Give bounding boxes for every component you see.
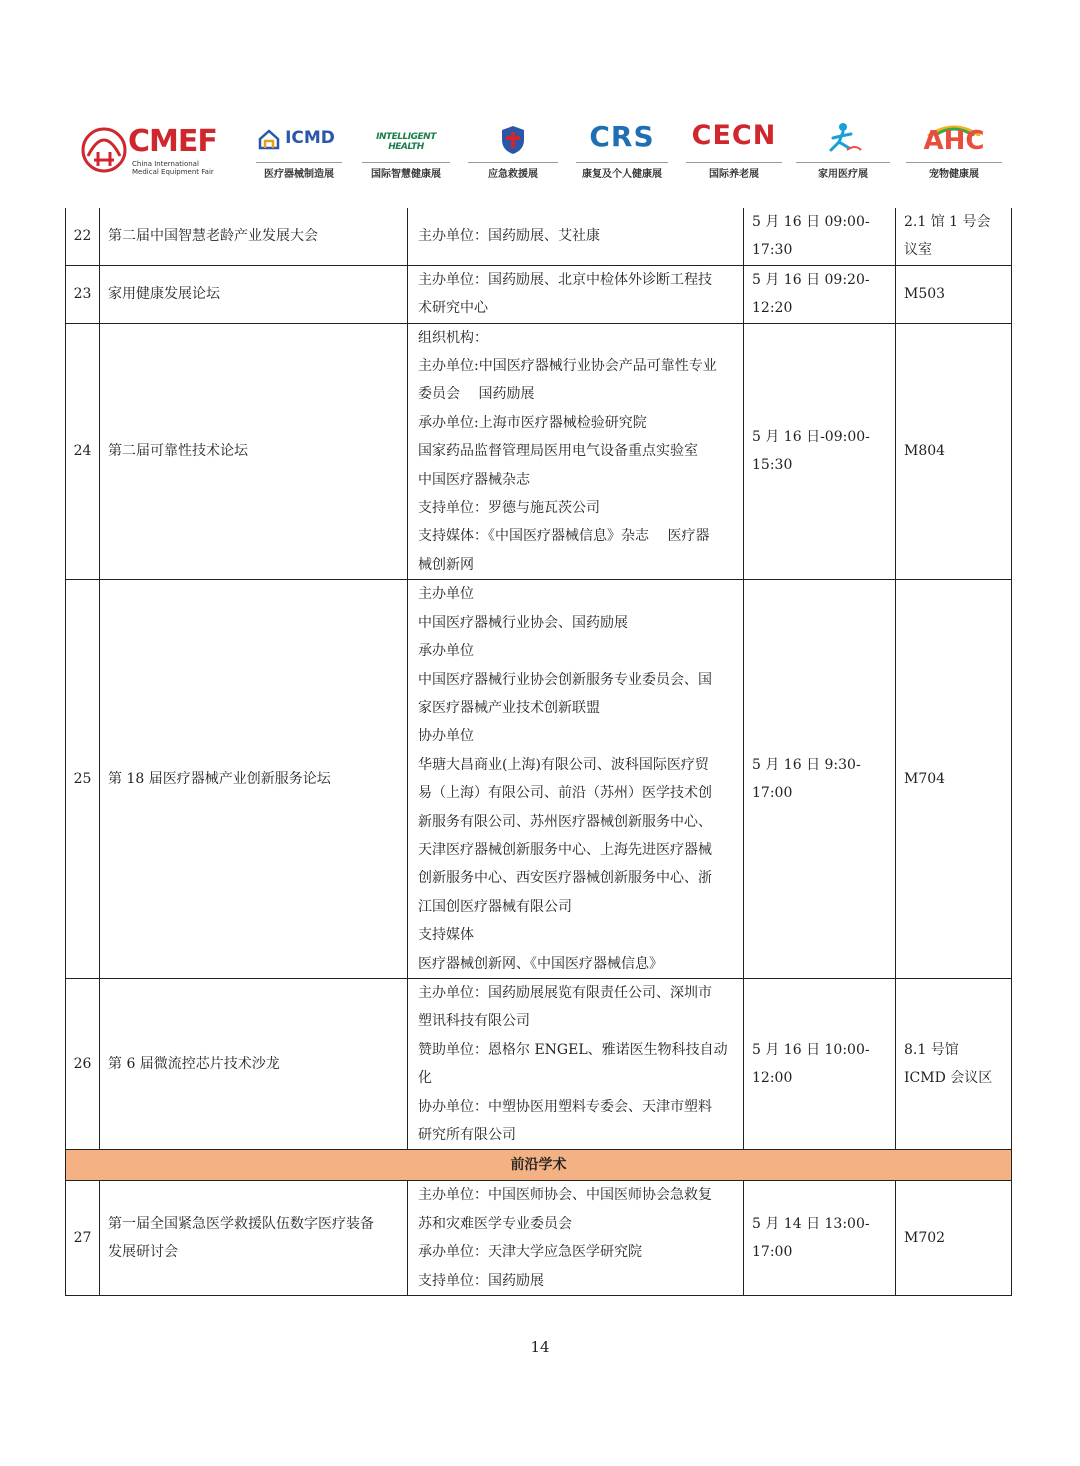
time: 5 月 16 日 09:00- 17:30	[744, 208, 896, 265]
page-number: 14	[530, 1338, 550, 1356]
venue: M804	[896, 323, 1012, 580]
intelligent-health-logo	[362, 120, 450, 180]
cmef-emblem-icon	[80, 126, 128, 176]
row-number: 23	[66, 265, 100, 323]
cecn-label: 国际养老展	[686, 162, 782, 180]
ahc-wordmark: AHC	[923, 126, 985, 156]
table-row	[66, 978, 1012, 1149]
table-row	[66, 323, 1012, 580]
time: 5 月 14 日 13:00- 17:00	[744, 1181, 896, 1296]
forum-name: 第 6 届微流控芯片技术沙龙	[100, 978, 408, 1149]
forum-name: 第二届中国智慧老龄产业发展大会	[100, 208, 408, 265]
organizers: 主办单位：国药励展、北京中检体外诊断工程技 术研究中心	[408, 265, 744, 323]
forum-name: 第二届可靠性技术论坛	[100, 323, 408, 580]
crs-logo	[576, 120, 668, 180]
icmd-house-icon	[258, 128, 280, 150]
icmd-label: 医疗器械制造展	[256, 162, 342, 180]
organizers: 主办单位：国药励展、艾社康	[408, 208, 744, 265]
organizers: 主办单位 中国医疗器械行业协会、国药励展 承办单位 中国医疗器械行业协会创新服务专业委员会、国 家医疗器械产业技术创新联盟 协办单位 华瑭大昌商业(上海)有限公司、波科国际医疗贸 易（上海）有限公司、前沿（苏州）医学技术创 新服务有限公司、苏州医疗器械创新服务中心、 天津医疗器械创新服务中心、上海先进医疗器械 创新服务中心、西安医疗器械创新服务中心、浙 江国创医疗器械有限公司 支持媒体 医疗器械创新网、《中国医疗器械信息》	[408, 580, 744, 979]
venue: 2.1 馆 1 号会 议室	[896, 208, 1012, 265]
home-care-runner-icon	[823, 122, 863, 156]
home-care-label: 家用医疗展	[796, 162, 890, 180]
forum-name: 第一届全国紧急医学救援队伍数字医疗装备 发展研讨会	[100, 1181, 408, 1296]
intelligent-health-wordmark: INTELLIGENT HEALTH	[376, 132, 436, 152]
emergency-rescue-logo	[468, 120, 558, 180]
icmd-wordmark: ICMD	[285, 128, 335, 148]
forum-name: 第 18 届医疗器械产业创新服务论坛	[100, 580, 408, 979]
crs-label: 康复及个人健康展	[576, 162, 668, 180]
cmef-logo	[78, 120, 238, 180]
time: 5 月 16 日-09:00- 15:30	[744, 323, 896, 580]
ahc-logo	[906, 120, 1002, 180]
forum-name: 家用健康发展论坛	[100, 265, 408, 323]
table-row	[66, 208, 1012, 265]
time: 5 月 16 日 9:30- 17:00	[744, 580, 896, 979]
icmd-logo	[256, 120, 342, 180]
venue: 8.1 号馆 ICMD 会议区	[896, 978, 1012, 1149]
cecn-wordmark: CECN	[691, 120, 777, 151]
cecn-logo	[686, 120, 782, 180]
emergency-rescue-label: 应急救援展	[468, 162, 558, 180]
table-row	[66, 580, 1012, 979]
cmef-wordmark: CMEF	[128, 124, 217, 159]
ahc-label: 宠物健康展	[906, 162, 1002, 180]
section-title: 前沿学术	[66, 1150, 1012, 1181]
venue: M704	[896, 580, 1012, 979]
forum-schedule-table	[65, 208, 1012, 1296]
organizers: 组织机构： 主办单位:中国医疗器械行业协会产品可靠性专业 委员会 国药励展 承办单位:上海市医疗器械检验研究院 国家药品监督管理局医用电气设备重点实验室 中国医疗器械杂志 支持单位：罗德与施瓦茨公司 支持媒体：《中国医疗器械信息》杂志 医疗器 械创新网	[408, 323, 744, 580]
crs-wordmark: CRS	[589, 120, 655, 153]
venue: M702	[896, 1181, 1012, 1296]
row-number: 26	[66, 978, 100, 1149]
row-number: 22	[66, 208, 100, 265]
row-number: 27	[66, 1181, 100, 1296]
intelligent-health-label: 国际智慧健康展	[362, 162, 450, 180]
exhibition-logo-bar	[78, 120, 1008, 180]
section-header-row	[66, 1150, 1012, 1181]
emergency-rescue-shield-icon	[500, 124, 526, 156]
organizers: 主办单位：中国医师协会、中国医师协会急救复 苏和灾难医学专业委员会 承办单位：天津大学应急医学研究院 支持单位：国药励展	[408, 1181, 744, 1296]
row-number: 24	[66, 323, 100, 580]
table-row	[66, 1181, 1012, 1296]
venue: M503	[896, 265, 1012, 323]
cmef-subtitle: China International Medical Equipment Fair	[132, 160, 214, 176]
home-care-logo	[796, 120, 890, 180]
table-row	[66, 265, 1012, 323]
organizers: 主办单位：国药励展展览有限责任公司、深圳市 塑讯科技有限公司 赞助单位：恩格尔 ENGEL、雅诺医生物科技自动化 协办单位：中塑协医用塑料专委会、天津市塑料 研究所有限公司	[408, 978, 744, 1149]
row-number: 25	[66, 580, 100, 979]
time: 5 月 16 日 09:20- 12:20	[744, 265, 896, 323]
time: 5 月 16 日 10:00- 12:00	[744, 978, 896, 1149]
